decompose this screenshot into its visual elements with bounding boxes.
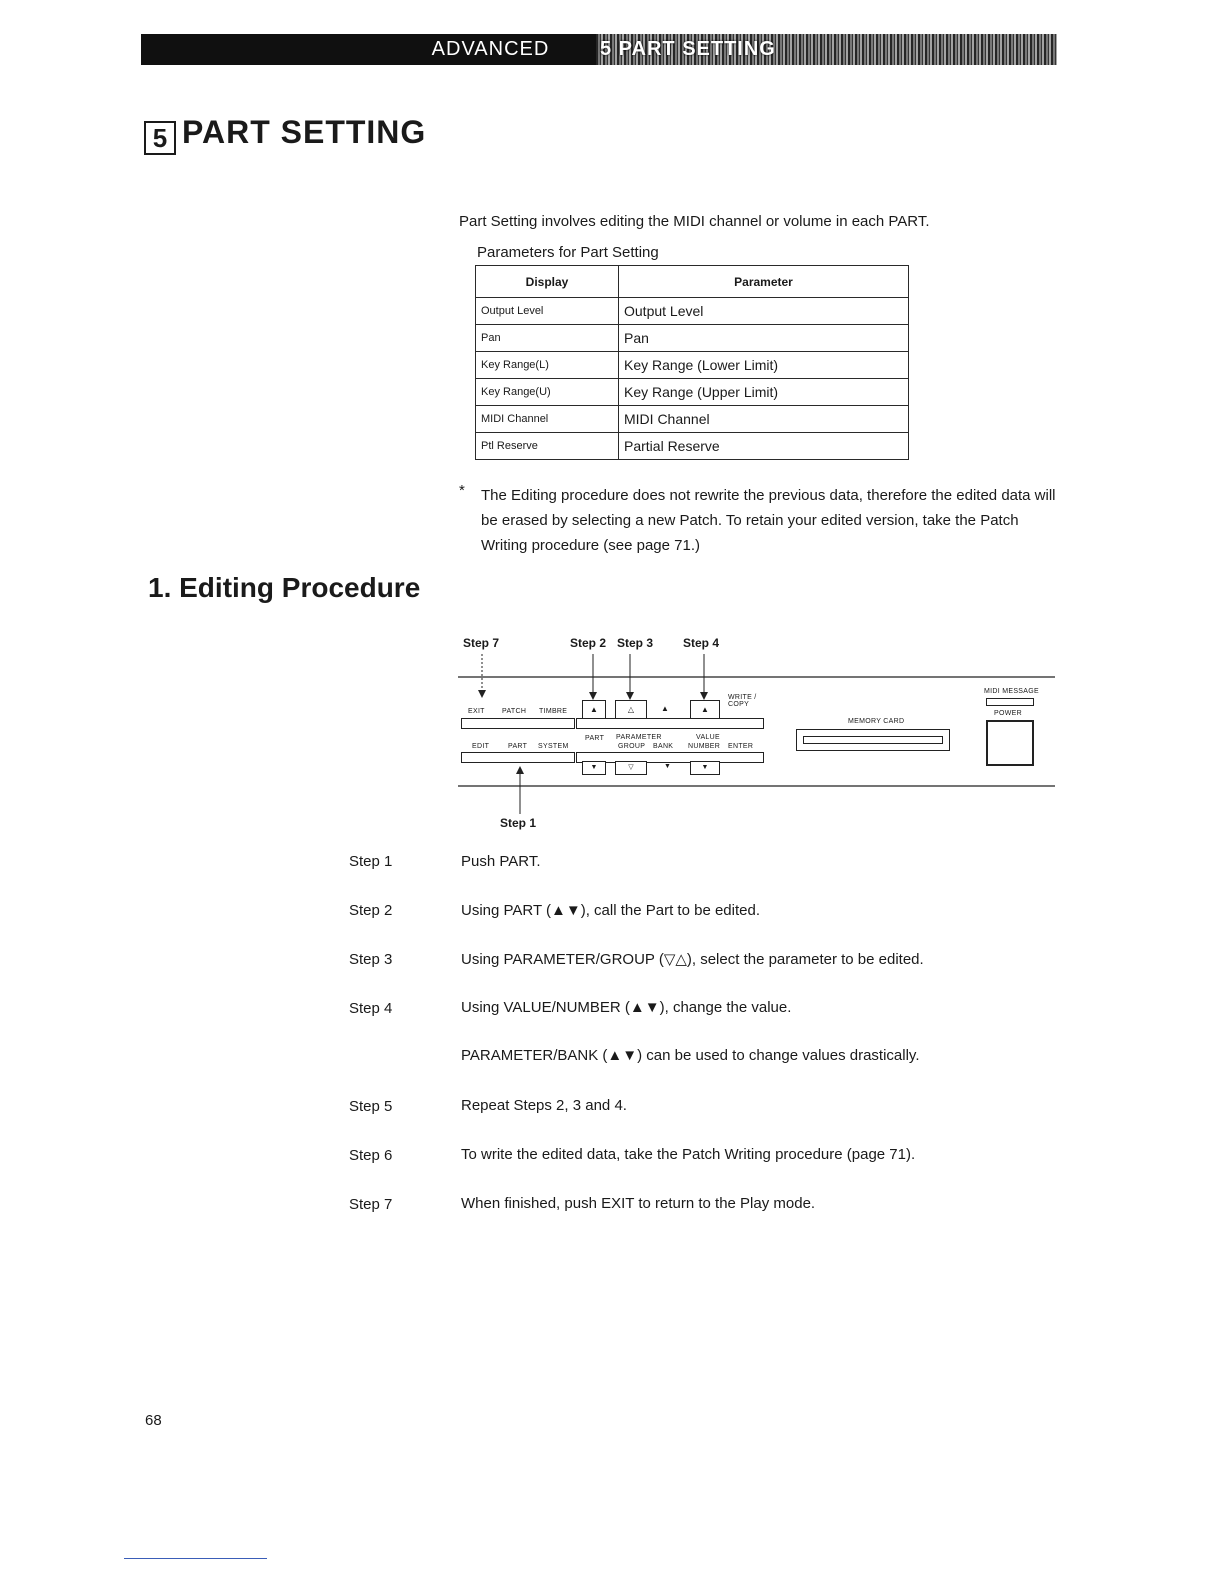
power-label: POWER: [994, 710, 1022, 717]
table-row: [476, 325, 909, 352]
note-asterisk: *: [459, 482, 465, 499]
parameter-cell: Key Range (Lower Limit): [619, 352, 909, 379]
column-header-display: Display: [476, 266, 619, 298]
parameter-cell: Key Range (Upper Limit): [619, 379, 909, 406]
step-description: To write the edited data, take the Patch Writing procedure (page 71).: [461, 1146, 916, 1163]
step-description: Using VALUE/NUMBER (▲▼), change the value.: [461, 999, 792, 1016]
step-4-callout: Step 4: [683, 636, 720, 650]
panel-lines: [458, 632, 1058, 842]
header-section-label: 5 PART SETTING: [600, 38, 776, 60]
parameter-cell: Pan: [619, 325, 909, 352]
header-course-label: ADVANCED COURSE: [431, 38, 550, 87]
table-row: [476, 298, 909, 325]
part-down-button[interactable]: ▼: [582, 761, 606, 775]
section-number-box: 5: [144, 121, 176, 155]
exit-label: EXIT: [468, 708, 485, 715]
table-row: [476, 433, 909, 460]
display-cell: Pan: [476, 325, 619, 352]
step-label: Step 2: [349, 902, 393, 919]
value-key-label: VALUE: [696, 734, 720, 741]
parameter-up-button[interactable]: △: [615, 700, 647, 720]
step-description: Using PART (▲▼), call the Part to be edited.: [461, 902, 760, 919]
patch-label: PATCH: [502, 708, 527, 715]
step-2-callout: Step 2: [570, 636, 607, 650]
table-caption: Parameters for Part Setting: [477, 244, 659, 261]
memory-card-label: MEMORY CARD: [848, 718, 905, 725]
parameter-table: [475, 265, 909, 460]
part-up-button[interactable]: ▲: [582, 700, 606, 720]
parameter-cell: MIDI Channel: [619, 406, 909, 433]
value-down-button[interactable]: ▼: [690, 761, 720, 775]
column-header-parameter: Parameter: [619, 266, 909, 298]
timbre-label: TIMBRE: [539, 708, 568, 715]
top-left-button-strip[interactable]: [461, 718, 575, 729]
part-label: PART: [508, 743, 528, 750]
parameter-cell: Partial Reserve: [619, 433, 909, 460]
write-copy-label: WRITE / COPY: [728, 694, 757, 708]
step-label: Step 5: [349, 1098, 393, 1115]
memory-card-slot[interactable]: [796, 729, 950, 751]
footer-rule: [124, 1558, 267, 1559]
step-description: Repeat Steps 2, 3 and 4.: [461, 1097, 627, 1114]
step-1-callout: Step 1: [500, 816, 537, 830]
parameter-cell: Output Level: [619, 298, 909, 325]
enter-key-label: ENTER: [728, 743, 754, 750]
step-label: Step 3: [349, 951, 393, 968]
table-row: [476, 406, 909, 433]
display-cell: MIDI Channel: [476, 406, 619, 433]
number-key-label: NUMBER: [688, 743, 721, 750]
step-label: Step 4: [349, 1000, 393, 1017]
step-3-callout: Step 3: [617, 636, 654, 650]
editing-note: The Editing procedure does not rewrite the previous data, therefore the edited data will be erased by selecting a new Patch. To retain your edited version, take the Patch Writing procedure (see page 71.): [481, 487, 1056, 554]
table-row: [476, 352, 909, 379]
intro-text: Part Setting involves editing the MIDI channel or volume in each PART.: [459, 213, 930, 230]
parameter-key-label: PARAMETER: [616, 734, 662, 741]
step-label: Step 6: [349, 1147, 393, 1164]
bank-key-label: BANK: [653, 743, 674, 750]
table-header-row: [476, 266, 909, 298]
system-label: SYSTEM: [538, 743, 569, 750]
bank-up-arrow: ▲: [661, 704, 669, 713]
page-title: PART SETTING: [182, 114, 427, 150]
section-heading: 1. Editing Procedure: [148, 572, 421, 603]
front-panel-diagram: [458, 632, 1058, 842]
midi-message-indicator: [986, 698, 1034, 706]
edit-label: EDIT: [472, 743, 490, 750]
bank-down-arrow: ▼: [664, 763, 671, 770]
value-up-button[interactable]: ▲: [690, 700, 720, 720]
power-button[interactable]: [986, 720, 1034, 766]
step-label: Step 7: [349, 1196, 393, 1213]
step-label: Step 1: [349, 853, 393, 870]
center-top-button-strip[interactable]: [576, 718, 764, 729]
step-7-callout: Step 7: [463, 636, 500, 650]
bottom-left-button-strip[interactable]: [461, 752, 575, 763]
step-description: When finished, push EXIT to return to the Play mode.: [461, 1195, 816, 1212]
part-key-label: PART: [585, 735, 605, 742]
display-cell: Key Range(L): [476, 352, 619, 379]
parameter-down-button[interactable]: ▽: [615, 761, 647, 775]
display-cell: Key Range(U): [476, 379, 619, 406]
page-number: 68: [145, 1412, 162, 1429]
display-cell: Ptl Reserve: [476, 433, 619, 460]
table-row: [476, 379, 909, 406]
display-cell: Output Level: [476, 298, 619, 325]
step-description: Push PART.: [461, 853, 541, 870]
group-key-label: GROUP: [618, 743, 646, 750]
step-description-note: PARAMETER/BANK (▲▼) can be used to change values drastically.: [461, 1047, 920, 1064]
step-description: Using PARAMETER/GROUP (▽△), select the parameter to be edited.: [461, 951, 924, 968]
midi-message-label: MIDI MESSAGE: [984, 688, 1039, 695]
